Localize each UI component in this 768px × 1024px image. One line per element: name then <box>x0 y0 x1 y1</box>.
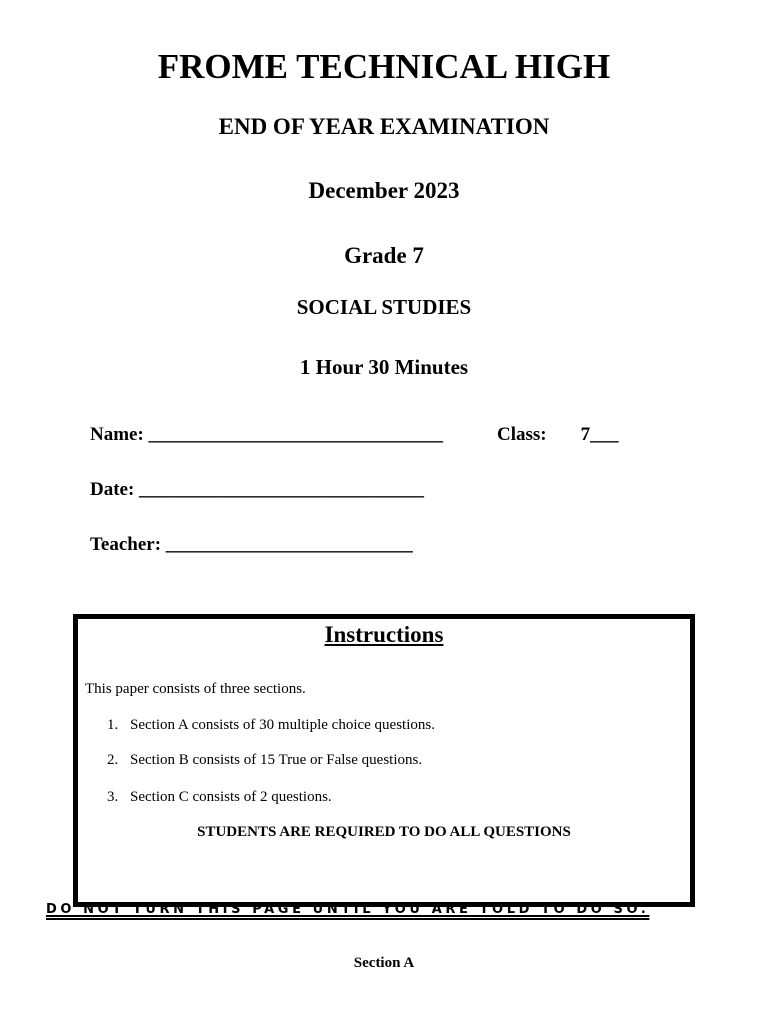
grade-label: Grade 7 <box>344 243 424 268</box>
instruction-item <box>107 789 332 806</box>
section-label: Section A <box>353 955 415 971</box>
name-field: Name: _______________________________ <box>90 424 444 445</box>
instructions-heading: Instructions <box>324 622 444 647</box>
date-field: Date: ______________________________ <box>90 479 425 500</box>
exam-title: END OF YEAR EXAMINATION <box>218 114 550 139</box>
class-label: Class: <box>497 424 547 445</box>
instruction-text: Section B consists of 15 True or False questions. <box>130 752 423 768</box>
instruction-number: 1. <box>107 717 119 733</box>
school-name: FROME TECHNICAL HIGH <box>157 47 611 86</box>
instruction-item <box>107 752 422 769</box>
instructions-intro: This paper consists of three sections. <box>85 681 306 697</box>
subject-label: SOCIAL STUDIES <box>296 295 472 319</box>
duration-label: 1 Hour 30 Minutes <box>299 355 469 379</box>
do-not-turn-warning: DO NOT TURN THIS PAGE UNTIL YOU ARE TOLD TO DO SO. <box>46 902 650 917</box>
required-notice: STUDENTS ARE REQUIRED TO DO ALL QUESTIONS <box>197 824 571 840</box>
teacher-field: Teacher: __________________________ <box>90 534 413 555</box>
class-field <box>497 424 619 446</box>
instruction-number: 2. <box>107 752 119 768</box>
exam-date: December 2023 <box>308 178 460 203</box>
instruction-text: Section C consists of 2 questions. <box>130 789 332 805</box>
instruction-number: 3. <box>107 789 119 805</box>
instruction-item <box>107 717 435 734</box>
instruction-text: Section A consists of 30 multiple choice questions. <box>130 717 435 733</box>
class-value: 7___ <box>580 424 619 445</box>
